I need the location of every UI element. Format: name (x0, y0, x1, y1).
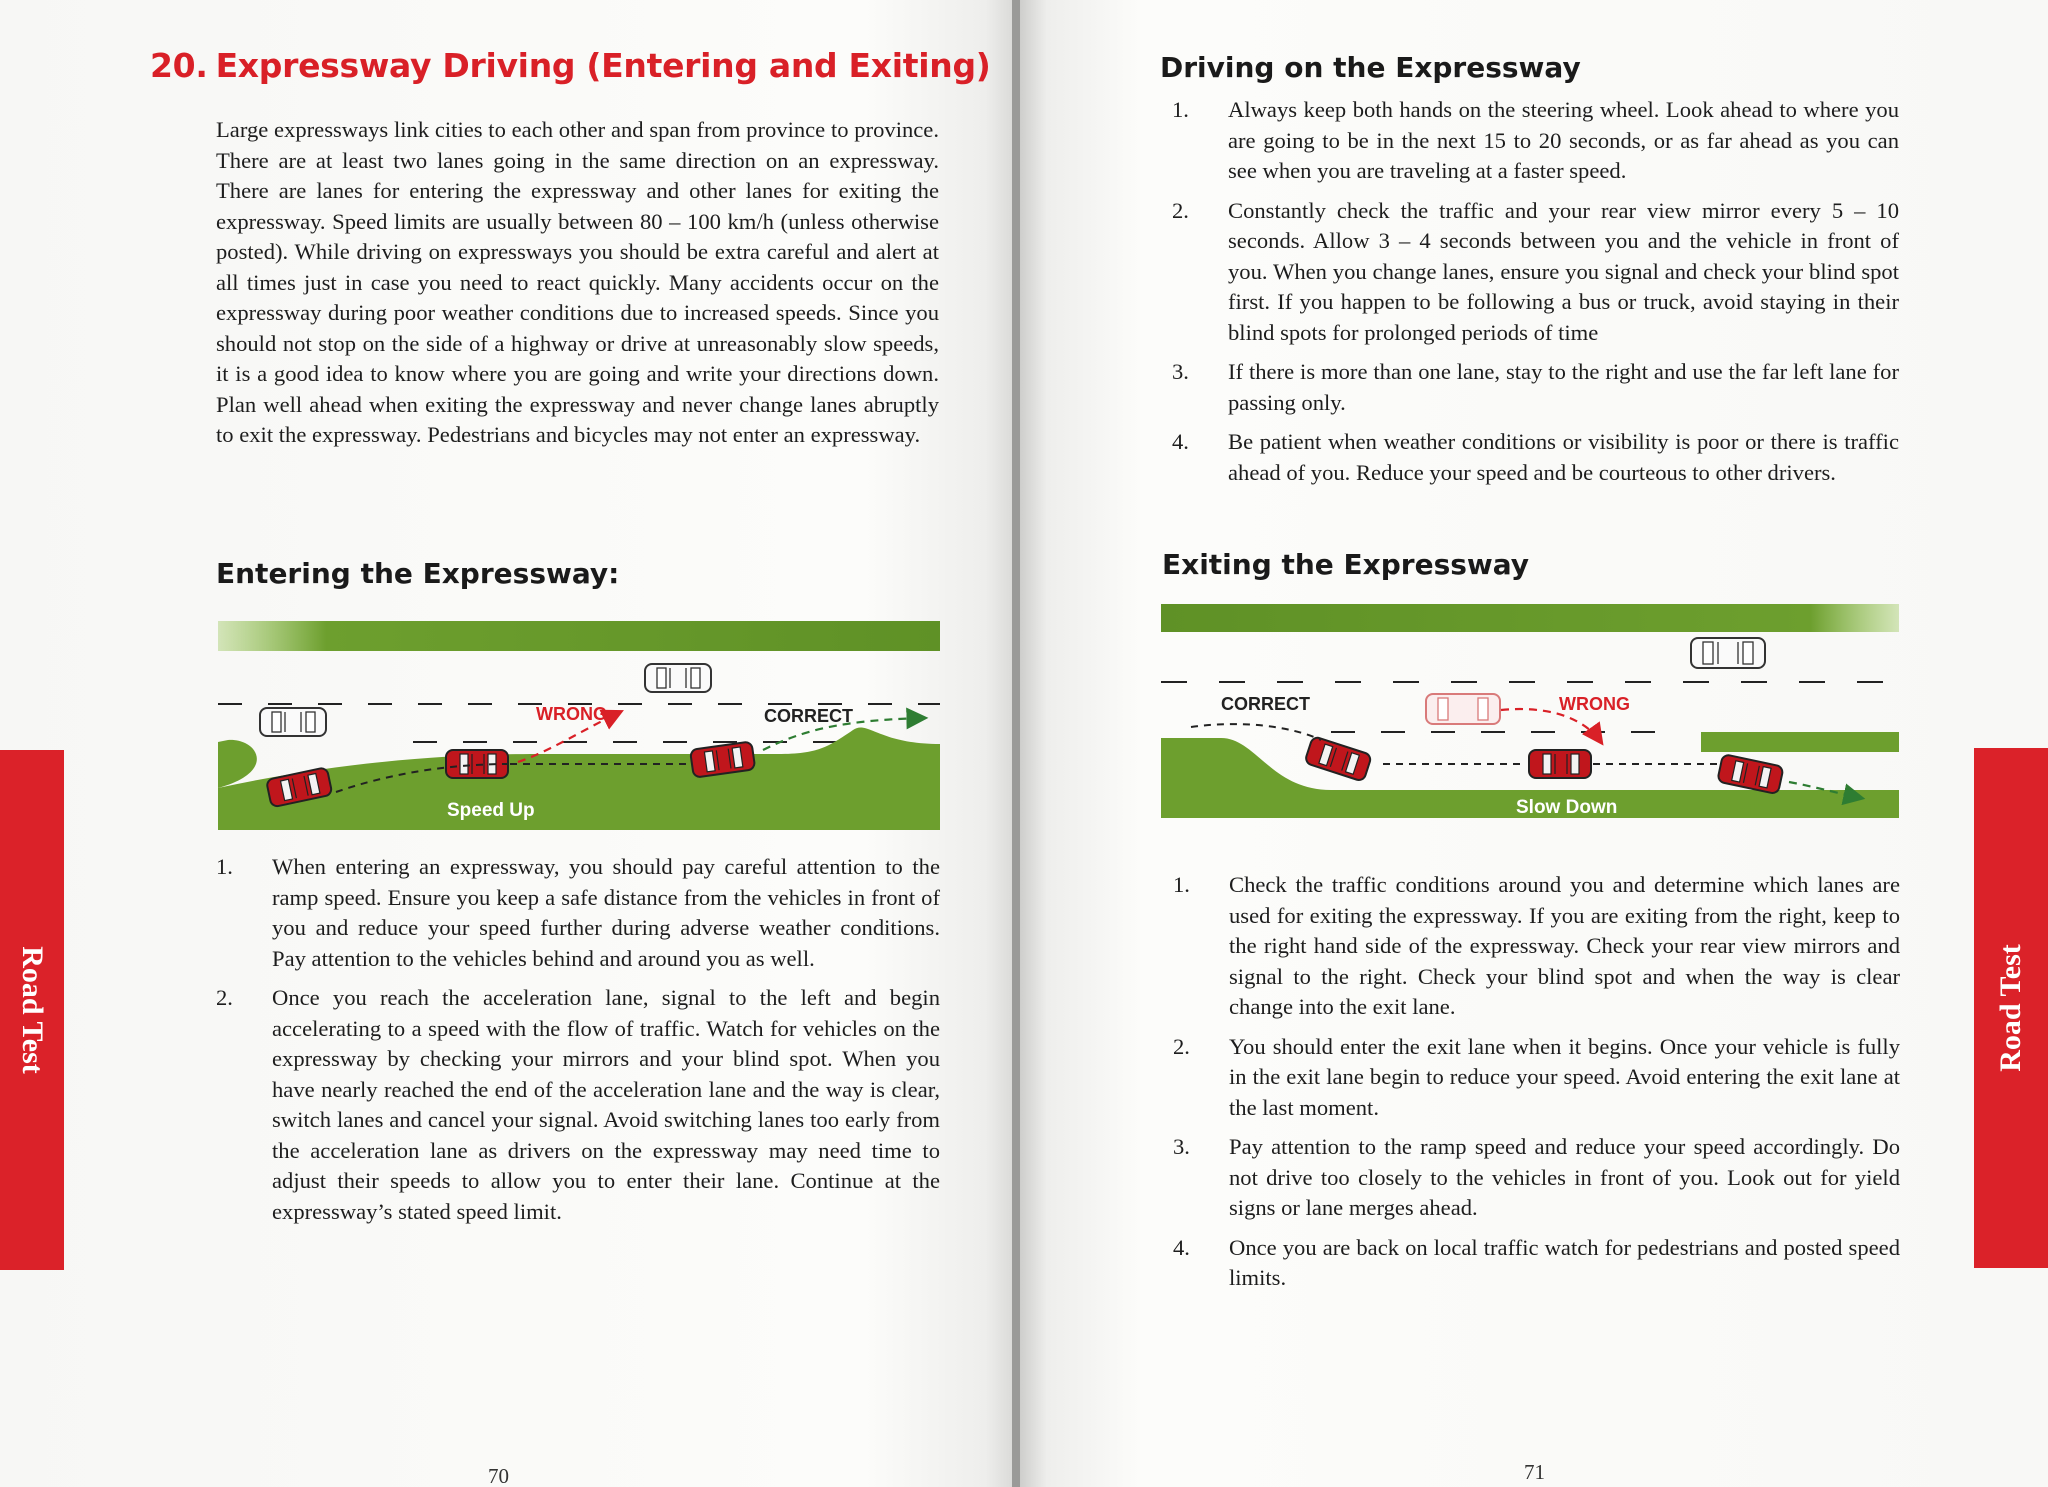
side-tab-right (1974, 748, 2048, 1268)
list-item (1173, 1032, 1900, 1124)
step-number: 2. (1172, 197, 1189, 223)
exiting-correct-label: CORRECT (1221, 694, 1310, 714)
correct-path-arrow (1191, 724, 1321, 740)
left-page (0, 0, 1016, 1487)
page-number-right: 71 (1524, 1460, 1545, 1484)
step-text: Always keep both hands on the steering wheel. Look ahead to where you are going to be in the next 15 to 20 seconds, or as far ahead as you can see when you are traveling at a faster speed. (1228, 97, 1899, 183)
entering-correct-label: CORRECT (764, 706, 853, 726)
exiting-diagram (1161, 602, 1899, 830)
exiting-diagram-graphic (1161, 602, 1899, 830)
step-text: Check the traffic conditions around you and determine which lanes are used for exiting the expressway. If you are exiting from the right, keep to the right hand side of the expressway. Check your rear view mirrors and signal to the right. Check your blind spot and when the way is clear change into the exit lane. (1229, 872, 1900, 1019)
entering-steps-list (216, 852, 940, 1236)
red-car-exiting (1304, 736, 1372, 782)
red-car-middle (1529, 750, 1591, 778)
step-number: 2. (216, 985, 233, 1010)
step-number: 2. (1173, 1033, 1190, 1059)
list-item (1172, 95, 1899, 187)
step-text: When entering an expressway, you should pay careful attention to the ramp speed. Ensure you keep a safe distance from the vehicles in front of you and reduce your speed further during adverse weather conditions. Pay attention to the vehicles behind and around you as well. (272, 854, 940, 971)
entering-wrong-label: WRONG (536, 704, 607, 724)
step-number: 1. (1173, 872, 1190, 897)
step-number: 3. (1173, 1134, 1190, 1159)
side-tab-right-label: Road Test (1994, 944, 2027, 1072)
list-item (216, 852, 940, 974)
exiting-heading: Exiting the Expressway (1162, 548, 1530, 581)
entering-heading: Entering the Expressway: (216, 557, 620, 590)
speed-up-label: Speed Up (447, 800, 535, 821)
list-item (1172, 357, 1899, 418)
entering-diagram (218, 612, 940, 830)
side-tab-left (0, 750, 64, 1270)
slow-down-label: Slow Down (1516, 797, 1618, 818)
driving-steps-list (1172, 95, 1899, 497)
page-number-left: 70 (488, 1464, 509, 1487)
list-item (1172, 427, 1899, 488)
driving-heading: Driving on the Expressway (1160, 51, 1581, 84)
side-tab-left-label: Road Test (16, 946, 49, 1074)
intro-paragraph: Large expressways link cities to each other and span from province to province. There are at least two lanes going in the same direction on an expressway. There are lanes for entering the expressway and other lanes for exiting the expressway. Speed limits are usually between 80 – 100 km/h (unless otherwise posted). While driving on expressways you should be extra careful and alert at all times just in case you need to react quickly. Many accidents occur on the expressway during poor weather conditions due to increased speeds. Since you should not stop on the side of a highway or drive at unreasonably slow speeds, it is a good idea to know where you are going and write your directions down. Plan well ahead when exiting the expressway and never change lanes abruptly to exit the expressway. Pedestrians and bicycles may not enter an expressway. (216, 117, 939, 447)
exiting-steps-list (1173, 870, 1900, 1303)
step-number: 4. (1173, 1234, 1190, 1260)
list-item (216, 983, 940, 1227)
step-text: Once you are back on local traffic watch for pedestrians and posted speed limits. (1229, 1234, 1900, 1290)
section-title-text: Expressway Driving (Entering and Exiting) (215, 46, 991, 85)
red-car-leaving (1717, 754, 1783, 794)
list-item (1173, 1132, 1900, 1224)
road-shoulder-top (1161, 604, 1899, 632)
exiting-wrong-label: WRONG (1559, 694, 1630, 714)
book-gutter (1012, 0, 1020, 1487)
list-item (1173, 870, 1900, 1023)
right-page (1016, 0, 2048, 1487)
step-number: 1. (1172, 97, 1189, 122)
road-shoulder-top (218, 621, 940, 651)
list-item (1173, 1233, 1900, 1294)
white-car-top (1691, 638, 1765, 668)
step-text: If there is more than one lane, stay to the right and use the far left lane for passing only. (1228, 359, 1899, 415)
section-number: 20. (150, 46, 208, 85)
step-text: Once you reach the acceleration lane, signal to the left and begin accelerating to a speed with the flow of traffic. Watch for vehicles on the expressway by checking your mirrors and your blind spot. When you have nearly reached the end of the acceleration lane and the way is clear, switch lanes and cancel your signal. Avoid switching lanes too early from the acceleration lane as drivers on the expressway may need time to adjust their speeds to allow you to enter their lane. Continue at the expressway’s stated speed limit. (272, 985, 940, 1224)
white-car-left (260, 708, 326, 736)
step-text: Constantly check the traffic and your rear view mirror every 5 – 10 seconds. Allow 3 – 4 seconds between you and the vehicle in front of you. When you change lanes, ensure you signal and check your blind spot first. If you happen to be following a bus or truck, avoid staying in their blind spots for prolonged periods of time (1228, 197, 1899, 345)
section-title (150, 46, 991, 85)
step-number: 3. (1172, 359, 1189, 384)
faded-car-wrong (1426, 694, 1500, 724)
step-text: Be patient when weather conditions or visibility is poor or there is traffic ahead of you. Reduce your speed and be courteous to other drivers. (1228, 429, 1899, 485)
list-item (1172, 196, 1899, 349)
white-car-top (645, 664, 711, 692)
step-text: You should enter the exit lane when it begins. Once your vehicle is fully in the exit lane begin to reduce your speed. Avoid entering the exit lane at the last moment. (1229, 1033, 1900, 1120)
step-number: 1. (216, 854, 233, 879)
step-number: 4. (1172, 429, 1189, 454)
step-text: Pay attention to the ramp speed and reduce your speed accordingly. Do not drive too closely to the vehicles in front of you. Look out for yield signs or lane merges ahead. (1229, 1134, 1900, 1220)
